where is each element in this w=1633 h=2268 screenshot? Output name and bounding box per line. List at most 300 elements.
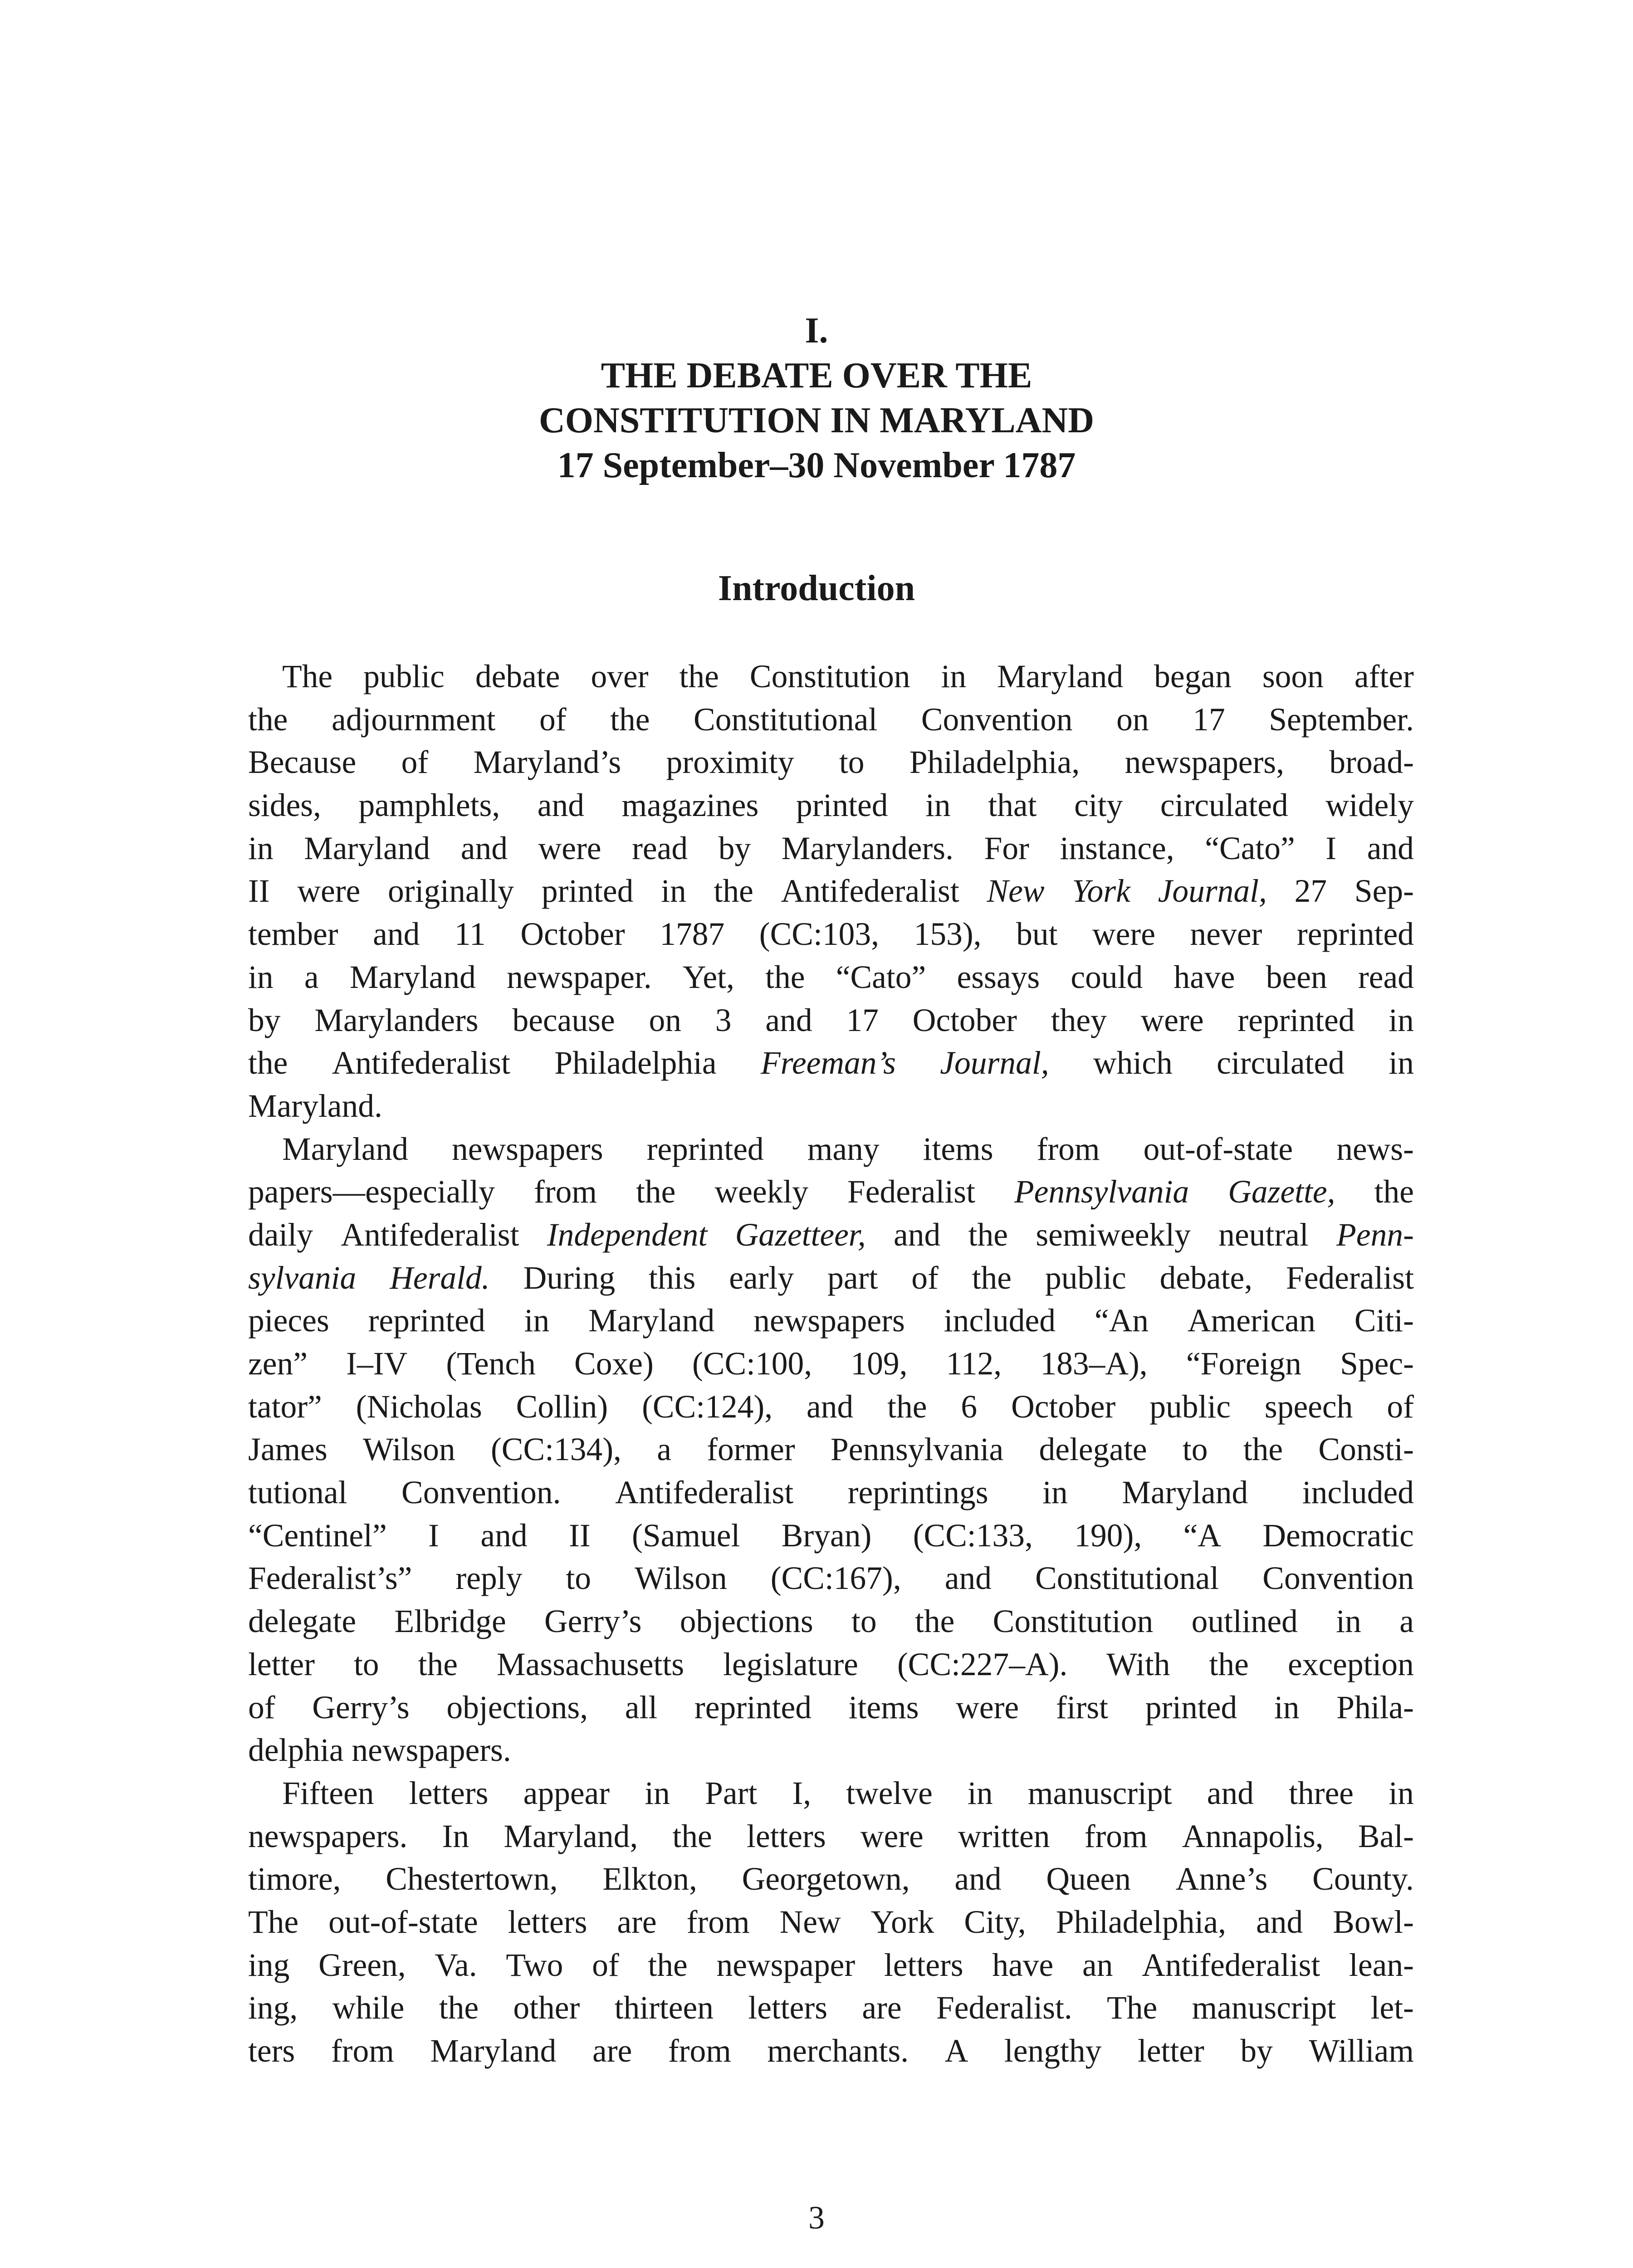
italic-word: Independent [547, 1217, 708, 1253]
word: in [248, 830, 274, 866]
word: In [442, 1818, 469, 1854]
word: pieces [248, 1303, 329, 1339]
word: by [718, 830, 751, 866]
word: “Cato” [836, 959, 926, 995]
word: manuscript [1192, 1990, 1336, 2026]
word: Green, [318, 1947, 406, 1983]
word: pamphlets, [358, 787, 500, 824]
word: Convention [1262, 1560, 1414, 1597]
word: Yet, [682, 959, 734, 995]
chapter-title-line-1: THE DEBATE OVER THE [601, 356, 1032, 396]
word: newspapers. [352, 1732, 519, 1769]
word: Maryland [1122, 1475, 1248, 1511]
word: letters [409, 1775, 489, 1811]
word: in [941, 659, 967, 694]
word: 112, [946, 1346, 1002, 1382]
word: debate [475, 659, 560, 694]
word: by [248, 1002, 281, 1038]
word: in [1389, 1002, 1414, 1038]
text-line [248, 827, 1414, 870]
word: letters [508, 1904, 587, 1940]
word: which [1093, 1045, 1173, 1081]
word: letters [884, 1947, 963, 1983]
word: items [848, 1689, 919, 1725]
word: October [912, 1002, 1017, 1038]
italic-word: Journal, [1158, 873, 1267, 909]
word: public [1045, 1260, 1126, 1296]
word: public [363, 659, 445, 694]
word: James [248, 1432, 328, 1468]
word: daily [248, 1217, 313, 1253]
word: 1787 [660, 916, 725, 953]
word: York [870, 1904, 934, 1940]
text-line [248, 1428, 1414, 1471]
italic-word: New [987, 873, 1045, 909]
word: after [1354, 659, 1414, 694]
word: to [851, 1603, 877, 1640]
word: William [1309, 2033, 1414, 2069]
word: merchants. [767, 2033, 909, 2069]
word: 183–A), [1040, 1346, 1148, 1382]
word: newspapers [753, 1303, 905, 1339]
word: 11 [454, 916, 486, 953]
word: in [1336, 1603, 1361, 1640]
word: ing, [248, 1990, 298, 2026]
word: Because [248, 744, 357, 781]
word: broad- [1329, 744, 1414, 781]
word: objections [680, 1603, 813, 1640]
text-line [248, 1901, 1414, 1944]
word: Antifederalist [332, 1045, 510, 1081]
text-line [248, 1214, 1414, 1257]
word: never [1190, 916, 1262, 953]
word: delphia [248, 1732, 352, 1769]
word: Constitution [749, 659, 910, 694]
word: and [893, 1217, 941, 1253]
word: instance, [1060, 830, 1174, 866]
text-line [248, 956, 1414, 999]
text-line [248, 741, 1414, 784]
text-line [248, 870, 1414, 913]
word: Gerry’s [544, 1603, 642, 1640]
word: Marylanders [314, 1002, 479, 1038]
word: I [428, 1517, 439, 1554]
word: Georgetown, [742, 1861, 910, 1897]
part-number: I. [805, 311, 828, 351]
word: October [520, 916, 625, 953]
word: Coxe) [574, 1346, 654, 1382]
text-line [248, 2030, 1414, 2073]
word: in [968, 1775, 993, 1811]
word: were [860, 1818, 924, 1854]
word: 109, [851, 1346, 908, 1382]
word: I, [792, 1775, 812, 1811]
word: “An [1094, 1303, 1149, 1339]
italic-word: Pennsylvania [1014, 1174, 1189, 1210]
word: reply [455, 1560, 523, 1597]
text-line [248, 655, 1414, 699]
word: they [1051, 1002, 1107, 1038]
word: the [648, 1947, 688, 1983]
word: newspapers [452, 1131, 603, 1167]
word: Federalist. [936, 1990, 1072, 2026]
word: circulated [1217, 1045, 1345, 1081]
word: from [668, 2033, 731, 2069]
word: the [418, 1646, 458, 1682]
word: the [714, 873, 753, 909]
word: Federalist’s” [248, 1560, 412, 1597]
word: in [1389, 1045, 1414, 1081]
word: Bowl- [1333, 1904, 1414, 1940]
word: included [944, 1303, 1056, 1339]
word: and [460, 830, 508, 866]
word: all [625, 1689, 658, 1725]
word: in [1042, 1475, 1068, 1511]
word: twelve [846, 1775, 933, 1811]
word: from [331, 2033, 394, 2069]
word: on [649, 1002, 681, 1038]
word: from [534, 1174, 597, 1210]
word: 3 [715, 1002, 732, 1038]
word: ters [248, 2033, 295, 2069]
word: neutral [1218, 1217, 1309, 1253]
word: while [332, 1990, 405, 2026]
word: I–IV [346, 1346, 408, 1382]
word: letters [748, 1990, 828, 2026]
word: (CC:167), [770, 1560, 901, 1597]
word: to [1182, 1432, 1208, 1468]
word: to [839, 744, 865, 781]
word: tator” [248, 1388, 322, 1425]
text-line [248, 1471, 1414, 1515]
text-line [248, 1987, 1414, 2030]
word: and [1256, 1904, 1303, 1940]
italic-word: Journal, [940, 1045, 1049, 1081]
word: appear [523, 1775, 610, 1811]
word: lean- [1349, 1947, 1414, 1983]
word: Pennsylvania [830, 1432, 1004, 1468]
word: October [1011, 1388, 1116, 1425]
text-line [248, 1729, 1414, 1772]
word: and [480, 1517, 528, 1554]
word: 190), [1074, 1517, 1142, 1554]
word: Annapolis, [1182, 1818, 1324, 1854]
word: the [914, 1603, 955, 1640]
word: Constitution [993, 1603, 1154, 1640]
italic-word: Freeman’s [761, 1045, 896, 1081]
word: from [686, 1904, 750, 1940]
word: newspapers, [1125, 744, 1285, 781]
word: A [944, 2033, 968, 2069]
word: papers—especially [248, 1174, 495, 1210]
word: the [679, 659, 719, 694]
word: an [1082, 1947, 1113, 1983]
word: reprinted [694, 1689, 812, 1725]
text-line [248, 1257, 1414, 1300]
word: printed [796, 787, 888, 824]
word: essays [957, 959, 1040, 995]
word: were [956, 1689, 1019, 1725]
word: Convention. [401, 1475, 561, 1511]
text-line [248, 1386, 1414, 1429]
word: are [862, 1990, 902, 2026]
word: (Samuel [632, 1517, 740, 1554]
word: 153), [914, 916, 982, 953]
word: to [566, 1560, 591, 1597]
word: because [512, 1002, 615, 1038]
word: and [944, 1560, 992, 1597]
word: in [248, 959, 274, 995]
word: from [1037, 1131, 1100, 1167]
word: Philadelphia [554, 1045, 717, 1081]
word: Consti- [1318, 1432, 1414, 1468]
word: Maryland [588, 1303, 715, 1339]
word: that [988, 787, 1037, 824]
word: out-of-state [328, 1904, 478, 1940]
word: delegate [1039, 1432, 1147, 1468]
word: newspaper. [507, 959, 652, 995]
word: Va. [435, 1947, 477, 1983]
word: and [1207, 1775, 1254, 1811]
word: Antifederalist [781, 873, 959, 909]
word: were [1140, 1002, 1204, 1038]
word: in [661, 873, 686, 909]
word: manuscript [1027, 1775, 1172, 1811]
italic-word: sylvania [248, 1260, 357, 1296]
word: newspaper [716, 1947, 856, 1983]
word: city [1074, 787, 1123, 824]
word: circulated [1160, 787, 1288, 824]
word: reprintings [847, 1475, 988, 1511]
word: (Tench [446, 1346, 536, 1382]
word: thirteen [614, 1990, 714, 2026]
word: “Cato” [1205, 830, 1295, 866]
word: Antifederalist [341, 1217, 519, 1253]
word: from [1084, 1818, 1148, 1854]
chapter-date-range: 17 September–30 November 1787 [557, 445, 1076, 485]
word: in [645, 1775, 670, 1811]
text-line [248, 1858, 1414, 1901]
text-line [248, 699, 1414, 742]
word: Federalist [1286, 1260, 1414, 1296]
word: tember [248, 916, 338, 953]
word: news- [1336, 1131, 1414, 1167]
text-line [248, 999, 1414, 1042]
word: exception [1287, 1646, 1414, 1682]
word: the [968, 1217, 1008, 1253]
text-line [248, 1815, 1414, 1858]
word: the [972, 1260, 1012, 1296]
body-text [248, 655, 1414, 2073]
word: newspapers. [248, 1818, 408, 1854]
word: are [592, 2033, 632, 2069]
word: Maryland [304, 830, 430, 866]
word: Constitutional [1035, 1560, 1219, 1597]
word: Philadelphia, [909, 744, 1080, 781]
word: “A [1183, 1517, 1221, 1554]
word: widely [1325, 787, 1414, 824]
word: early [729, 1260, 794, 1296]
word: the [248, 1045, 288, 1081]
word: The [282, 659, 333, 694]
word: Maryland. [248, 1088, 391, 1124]
word: a [304, 959, 319, 995]
word: the [887, 1388, 927, 1425]
word: and [537, 787, 585, 824]
word: items [923, 1131, 993, 1167]
word: the [439, 1990, 479, 2026]
word: written [958, 1818, 1050, 1854]
word: zen” [248, 1346, 308, 1382]
word: former [707, 1432, 795, 1468]
word: but [1016, 916, 1058, 953]
word: Convention [921, 701, 1073, 738]
word: I [1325, 830, 1337, 866]
word: (Nicholas [356, 1388, 482, 1425]
word: the [765, 959, 805, 995]
word: Fifteen [282, 1775, 374, 1811]
word: in [925, 787, 951, 824]
word: Constitutional [694, 701, 878, 738]
word: Maryland [430, 2033, 557, 2069]
word: (CC:100, [692, 1346, 812, 1382]
word: semiweekly [1036, 1217, 1191, 1253]
word: Wilson [363, 1432, 455, 1468]
word: ing [248, 1947, 290, 1983]
word: Maryland [282, 1131, 408, 1167]
word: have [992, 1947, 1054, 1983]
word: reprinted [1296, 916, 1414, 953]
word: American [1188, 1303, 1315, 1339]
page-number: 3 [808, 2200, 825, 2236]
word: began [1154, 659, 1232, 694]
word: speech [1264, 1388, 1353, 1425]
word: to [353, 1646, 379, 1682]
text-line [248, 1557, 1414, 1600]
word: of [401, 744, 429, 781]
word: were [1092, 916, 1155, 953]
word: reprinted [1237, 1002, 1355, 1038]
word: the [248, 701, 288, 738]
word: letter [1137, 2033, 1204, 2069]
text-line [248, 1343, 1414, 1386]
word: out-of-state [1143, 1131, 1293, 1167]
word: objections, [446, 1689, 588, 1725]
word: are [617, 1904, 657, 1940]
word: Bal- [1358, 1818, 1414, 1854]
word: Chestertown, [386, 1861, 558, 1897]
word: reprinted [368, 1303, 485, 1339]
text-line [248, 1128, 1414, 1171]
word: tutional [248, 1475, 347, 1511]
text-line [248, 1600, 1414, 1643]
word: Maryland, [504, 1818, 638, 1854]
word: this [649, 1260, 696, 1296]
word: Marylanders. [781, 830, 953, 866]
text-line [248, 1085, 1414, 1128]
word: (CC:124), [642, 1388, 773, 1425]
word: proximity [666, 744, 794, 781]
word: sides, [248, 787, 321, 824]
word: (CC:227–A). [897, 1646, 1068, 1682]
word: Queen [1046, 1861, 1131, 1897]
word: Maryland’s [473, 744, 621, 781]
word: originally [388, 873, 514, 909]
word: and [373, 916, 420, 953]
word: Citi- [1354, 1303, 1414, 1339]
word: and [806, 1388, 854, 1425]
word: the [1209, 1646, 1249, 1682]
word: of [1387, 1388, 1414, 1425]
italic-word: Gazette, [1228, 1174, 1335, 1210]
word: Gerry’s [312, 1689, 410, 1725]
word: in [1274, 1689, 1300, 1725]
chapter-heading [0, 308, 1633, 488]
word: the [636, 1174, 676, 1210]
word: Federalist [847, 1174, 975, 1210]
word: could [1071, 959, 1143, 995]
word: many [807, 1131, 880, 1167]
word: have [1173, 959, 1235, 995]
word: II [248, 873, 270, 909]
word: three [1289, 1775, 1354, 1811]
section-title: Introduction [718, 568, 915, 608]
word: Elkton, [602, 1861, 697, 1897]
text-line [248, 1643, 1414, 1686]
word: other [513, 1990, 580, 2026]
word: and [954, 1861, 1002, 1897]
word: letters [746, 1818, 826, 1854]
italic-word: Penn- [1336, 1217, 1414, 1253]
word: (CC:133, [913, 1517, 1033, 1554]
word: debate, [1159, 1260, 1253, 1296]
word: of [248, 1689, 275, 1725]
text-line [248, 1686, 1414, 1730]
word: printed [541, 873, 634, 909]
word: Elbridge [394, 1603, 506, 1640]
word: Maryland [349, 959, 476, 995]
word: in [524, 1303, 550, 1339]
word: Part [705, 1775, 758, 1811]
word: Massachusetts [497, 1646, 684, 1682]
word: Wilson [635, 1560, 727, 1597]
word: let- [1370, 1990, 1414, 2026]
text-line [248, 784, 1414, 827]
word: included [1302, 1475, 1414, 1511]
word: For [984, 830, 1029, 866]
word: During [523, 1260, 616, 1296]
word: Antifederalist [1142, 1947, 1320, 1983]
word: the [1243, 1432, 1283, 1468]
word: Bryan) [781, 1517, 872, 1554]
text-line [248, 1042, 1414, 1085]
word: were [538, 830, 601, 866]
word: timore, [248, 1861, 341, 1897]
italic-word: York [1072, 873, 1130, 909]
word: The [1107, 1990, 1158, 2026]
word: read [632, 830, 688, 866]
word: first [1056, 1689, 1109, 1725]
text-line [248, 1944, 1414, 1987]
word: of [911, 1260, 939, 1296]
word: 17 [1193, 701, 1225, 738]
word: a [657, 1432, 671, 1468]
word: With [1106, 1646, 1170, 1682]
word: read [1358, 959, 1414, 995]
word: letter [248, 1646, 315, 1682]
word: September. [1269, 701, 1414, 738]
word: weekly [714, 1174, 808, 1210]
